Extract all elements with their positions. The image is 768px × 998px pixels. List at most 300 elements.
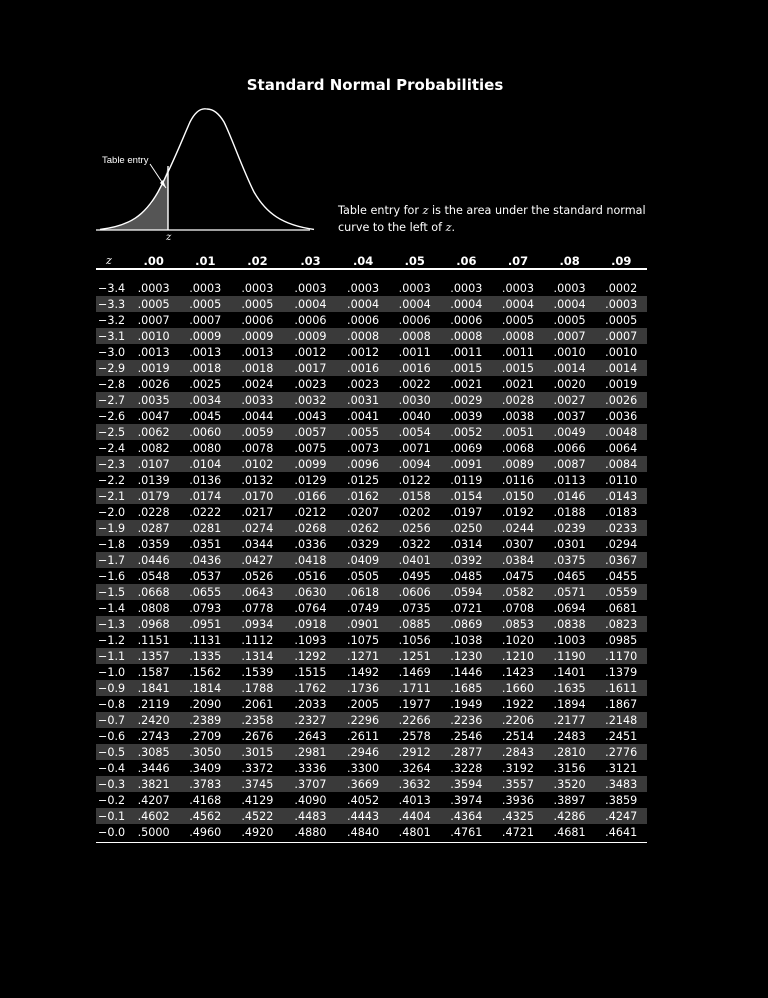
probability-cell: .0174 xyxy=(189,489,222,503)
table-row xyxy=(96,328,647,344)
probability-cell: .0051 xyxy=(501,425,534,439)
probability-cell: .0019 xyxy=(605,377,638,391)
probability-cell: .3974 xyxy=(450,793,483,807)
probability-cell: .0025 xyxy=(189,377,222,391)
probability-cell: .0003 xyxy=(553,281,586,295)
probability-cell: .2119 xyxy=(137,697,170,711)
column-header: .02 xyxy=(247,253,268,268)
probability-cell: .0113 xyxy=(553,473,586,487)
bell-curve xyxy=(100,109,314,230)
probability-cell: .0392 xyxy=(450,553,483,567)
probability-cell: .0006 xyxy=(398,313,431,327)
probability-cell: .0630 xyxy=(294,585,327,599)
probability-cell: .1131 xyxy=(189,633,222,647)
probability-cell: .0823 xyxy=(605,617,638,631)
probability-cell: .0078 xyxy=(241,441,274,455)
probability-cell: .1515 xyxy=(294,665,327,679)
probability-cell: .1539 xyxy=(241,665,274,679)
probability-cell: .0918 xyxy=(294,617,327,631)
probability-cell: .0985 xyxy=(605,633,638,647)
probability-cell: .4443 xyxy=(347,809,380,823)
probability-table xyxy=(96,253,647,843)
table-row xyxy=(96,456,647,472)
probability-cell: .1423 xyxy=(501,665,534,679)
table-row xyxy=(96,488,647,504)
probability-cell: .0043 xyxy=(294,409,327,423)
probability-cell: .0281 xyxy=(189,521,222,535)
z-column-header: z xyxy=(106,254,112,267)
probability-cell: .3936 xyxy=(501,793,534,807)
probability-cell: .0006 xyxy=(294,313,327,327)
probability-cell: .4562 xyxy=(189,809,222,823)
column-header: .05 xyxy=(404,253,425,268)
probability-cell: .0011 xyxy=(450,345,483,359)
probability-cell: .0179 xyxy=(137,489,170,503)
column-header: .00 xyxy=(143,253,164,268)
probability-cell: .4602 xyxy=(137,809,170,823)
probability-cell: .0055 xyxy=(347,425,380,439)
probability-cell: .0004 xyxy=(398,297,431,311)
probability-cell: .3707 xyxy=(294,777,327,791)
table-row xyxy=(96,552,647,568)
probability-cell: .2981 xyxy=(294,745,327,759)
probability-cell: .0681 xyxy=(605,601,638,615)
probability-cell: .4483 xyxy=(294,809,327,823)
probability-cell: .0013 xyxy=(137,345,170,359)
probability-cell: .0009 xyxy=(241,329,274,343)
probability-cell: .0082 xyxy=(137,441,170,455)
probability-cell: .0166 xyxy=(294,489,327,503)
z-axis-label: z xyxy=(166,232,172,243)
probability-cell: .0778 xyxy=(241,601,274,615)
z-value: −1.7 xyxy=(98,553,126,567)
probability-cell: .0012 xyxy=(347,345,380,359)
probability-cell: .0020 xyxy=(553,377,586,391)
probability-cell: .0244 xyxy=(501,521,534,535)
probability-cell: .0018 xyxy=(241,361,274,375)
probability-cell: .0146 xyxy=(553,489,586,503)
column-header: .06 xyxy=(456,253,477,268)
table-entry-label: Table entry xyxy=(102,155,149,166)
probability-cell: .0250 xyxy=(450,521,483,535)
probability-cell: .0037 xyxy=(553,409,586,423)
probability-cell: .2358 xyxy=(241,713,274,727)
probability-cell: .3300 xyxy=(347,761,380,775)
probability-cell: .2177 xyxy=(553,713,586,727)
probability-cell: .4286 xyxy=(553,809,586,823)
probability-cell: .0084 xyxy=(605,457,638,471)
probability-cell: .0526 xyxy=(241,569,274,583)
z-value: −0.8 xyxy=(98,697,126,711)
probability-cell: .3483 xyxy=(605,777,638,791)
z-value: −1.1 xyxy=(98,649,126,663)
probability-cell: .1562 xyxy=(189,665,222,679)
probability-cell: .1210 xyxy=(501,649,534,663)
z-value: −1.3 xyxy=(98,617,126,631)
probability-cell: .0008 xyxy=(347,329,380,343)
probability-cell: .0008 xyxy=(501,329,534,343)
probability-cell: .1635 xyxy=(553,681,586,695)
table-body xyxy=(96,280,647,840)
probability-cell: .0287 xyxy=(137,521,170,535)
probability-cell: .1056 xyxy=(398,633,431,647)
probability-cell: .0485 xyxy=(450,569,483,583)
z-value: −3.0 xyxy=(98,345,126,359)
probability-cell: .0073 xyxy=(347,441,380,455)
probability-cell: .3594 xyxy=(450,777,483,791)
probability-cell: .0010 xyxy=(553,345,586,359)
probability-cell: .1075 xyxy=(347,633,380,647)
probability-cell: .0694 xyxy=(553,601,586,615)
table-row xyxy=(96,696,647,712)
z-value: −2.1 xyxy=(98,489,126,503)
probability-cell: .0008 xyxy=(398,329,431,343)
probability-cell: .5000 xyxy=(137,825,170,839)
probability-cell: .3228 xyxy=(450,761,483,775)
probability-cell: .2061 xyxy=(241,697,274,711)
probability-cell: .1762 xyxy=(294,681,327,695)
probability-cell: .0475 xyxy=(501,569,534,583)
table-row xyxy=(96,376,647,392)
table-row xyxy=(96,808,647,824)
probability-cell: .0099 xyxy=(294,457,327,471)
probability-cell: .0014 xyxy=(605,361,638,375)
probability-cell: .1660 xyxy=(501,681,534,695)
table-row xyxy=(96,744,647,760)
probability-cell: .0901 xyxy=(347,617,380,631)
probability-cell: .0031 xyxy=(347,393,380,407)
probability-cell: .0162 xyxy=(347,489,380,503)
probability-cell: .4801 xyxy=(398,825,431,839)
probability-cell: .3156 xyxy=(553,761,586,775)
probability-cell: .3264 xyxy=(398,761,431,775)
probability-cell: .3897 xyxy=(553,793,586,807)
probability-cell: .0003 xyxy=(501,281,534,295)
probability-cell: .0351 xyxy=(189,537,222,551)
probability-cell: .1151 xyxy=(137,633,170,647)
column-header: .03 xyxy=(300,253,321,268)
z-value: −0.1 xyxy=(98,809,126,823)
table-row xyxy=(96,680,647,696)
probability-cell: .0007 xyxy=(553,329,586,343)
probability-cell: .0094 xyxy=(398,457,431,471)
table-row xyxy=(96,584,647,600)
probability-cell: .0262 xyxy=(347,521,380,535)
column-header: .09 xyxy=(611,253,632,268)
probability-cell: .2266 xyxy=(398,713,431,727)
probability-cell: .0314 xyxy=(450,537,483,551)
probability-cell: .0054 xyxy=(398,425,431,439)
z-value: −3.4 xyxy=(98,281,126,295)
table-row xyxy=(96,312,647,328)
table-row xyxy=(96,408,647,424)
probability-cell: .0004 xyxy=(553,297,586,311)
probability-cell: .0044 xyxy=(241,409,274,423)
probability-cell: .1357 xyxy=(137,649,170,663)
probability-cell: .0548 xyxy=(137,569,170,583)
probability-cell: .0041 xyxy=(347,409,380,423)
column-header: .08 xyxy=(559,253,580,268)
z-value: −2.7 xyxy=(98,393,126,407)
probability-cell: .2296 xyxy=(347,713,380,727)
probability-cell: .1867 xyxy=(605,697,638,711)
probability-cell: .4960 xyxy=(189,825,222,839)
probability-cell: .0409 xyxy=(347,553,380,567)
probability-cell: .0004 xyxy=(347,297,380,311)
probability-cell: .0026 xyxy=(137,377,170,391)
probability-cell: .2877 xyxy=(450,745,483,759)
probability-cell: .0721 xyxy=(450,601,483,615)
probability-cell: .0089 xyxy=(501,457,534,471)
probability-cell: .0023 xyxy=(294,377,327,391)
probability-cell: .0228 xyxy=(137,505,170,519)
probability-cell: .3632 xyxy=(398,777,431,791)
table-row xyxy=(96,616,647,632)
z-value: −0.6 xyxy=(98,729,126,743)
probability-cell: .2743 xyxy=(137,729,170,743)
probability-cell: .0322 xyxy=(398,537,431,551)
z-value: −3.3 xyxy=(98,297,126,311)
note-part-2: is the area under the standard normal curve to the left of xyxy=(338,204,646,234)
note-z-2: z xyxy=(445,221,452,234)
z-value: −1.4 xyxy=(98,601,126,615)
z-value: −2.2 xyxy=(98,473,126,487)
probability-cell: .0329 xyxy=(347,537,380,551)
probability-cell: .1922 xyxy=(501,697,534,711)
z-value: −0.0 xyxy=(98,825,126,839)
probability-cell: .1379 xyxy=(605,665,638,679)
z-value: −2.3 xyxy=(98,457,126,471)
probability-cell: .0192 xyxy=(501,505,534,519)
probability-cell: .0011 xyxy=(398,345,431,359)
probability-cell: .0029 xyxy=(450,393,483,407)
probability-cell: .0375 xyxy=(553,553,586,567)
table-row xyxy=(96,280,647,296)
probability-cell: .0009 xyxy=(294,329,327,343)
probability-cell: .0301 xyxy=(553,537,586,551)
probability-cell: .0013 xyxy=(241,345,274,359)
probability-cell: .4880 xyxy=(294,825,327,839)
table-row xyxy=(96,760,647,776)
probability-cell: .0853 xyxy=(501,617,534,631)
probability-cell: .0359 xyxy=(137,537,170,551)
probability-cell: .3192 xyxy=(501,761,534,775)
probability-cell: .0256 xyxy=(398,521,431,535)
probability-cell: .0217 xyxy=(241,505,274,519)
probability-cell: .0066 xyxy=(553,441,586,455)
probability-cell: .0014 xyxy=(553,361,586,375)
probability-cell: .1190 xyxy=(553,649,586,663)
probability-cell: .0239 xyxy=(553,521,586,535)
probability-cell: .2090 xyxy=(189,697,222,711)
probability-cell: .0143 xyxy=(605,489,638,503)
probability-cell: .0032 xyxy=(294,393,327,407)
z-value: −0.3 xyxy=(98,777,126,791)
probability-cell: .0012 xyxy=(294,345,327,359)
table-row xyxy=(96,568,647,584)
probability-cell: .0039 xyxy=(450,409,483,423)
z-value: −2.4 xyxy=(98,441,126,455)
table-row xyxy=(96,632,647,648)
probability-cell: .0606 xyxy=(398,585,431,599)
table-row xyxy=(96,824,647,840)
probability-cell: .2611 xyxy=(347,729,380,743)
probability-cell: .0033 xyxy=(241,393,274,407)
probability-cell: .0005 xyxy=(553,313,586,327)
probability-cell: .0233 xyxy=(605,521,638,535)
probability-cell: .4247 xyxy=(605,809,638,823)
probability-cell: .3121 xyxy=(605,761,638,775)
probability-cell: .0027 xyxy=(553,393,586,407)
probability-cell: .0102 xyxy=(241,457,274,471)
probability-cell: .2676 xyxy=(241,729,274,743)
probability-cell: .0005 xyxy=(605,313,638,327)
z-value: −1.5 xyxy=(98,585,126,599)
probability-cell: .0401 xyxy=(398,553,431,567)
probability-cell: .0136 xyxy=(189,473,222,487)
probability-cell: .1469 xyxy=(398,665,431,679)
table-row xyxy=(96,536,647,552)
probability-cell: .0015 xyxy=(501,361,534,375)
probability-cell: .1814 xyxy=(189,681,222,695)
probability-cell: .0045 xyxy=(189,409,222,423)
page-title: Standard Normal Probabilities xyxy=(246,76,504,94)
probability-cell: .0018 xyxy=(189,361,222,375)
probability-cell: .0934 xyxy=(241,617,274,631)
probability-cell: .4168 xyxy=(189,793,222,807)
probability-cell: .3669 xyxy=(347,777,380,791)
probability-cell: .0048 xyxy=(605,425,638,439)
note-part-3: . xyxy=(451,221,456,234)
z-value: −1.9 xyxy=(98,521,126,535)
z-value: −0.4 xyxy=(98,761,126,775)
probability-cell: .0294 xyxy=(605,537,638,551)
column-header: .01 xyxy=(195,253,216,268)
z-value: −2.9 xyxy=(98,361,126,375)
probability-cell: .4207 xyxy=(137,793,170,807)
table-row xyxy=(96,344,647,360)
probability-cell: .4052 xyxy=(347,793,380,807)
probability-cell: .0007 xyxy=(189,313,222,327)
probability-cell: .0582 xyxy=(501,585,534,599)
probability-cell: .3409 xyxy=(189,761,222,775)
probability-cell: .4325 xyxy=(501,809,534,823)
probability-cell: .0132 xyxy=(241,473,274,487)
probability-cell: .0869 xyxy=(450,617,483,631)
probability-cell: .0087 xyxy=(553,457,586,471)
probability-cell: .1314 xyxy=(241,649,274,663)
probability-cell: .0006 xyxy=(450,313,483,327)
probability-cell: .4090 xyxy=(294,793,327,807)
table-row xyxy=(96,472,647,488)
probability-cell: .0125 xyxy=(347,473,380,487)
probability-cell: .3336 xyxy=(294,761,327,775)
probability-cell: .0035 xyxy=(137,393,170,407)
probability-cell: .0057 xyxy=(294,425,327,439)
probability-cell: .0016 xyxy=(347,361,380,375)
curve-graphic xyxy=(96,109,314,230)
probability-cell: .0002 xyxy=(605,281,638,295)
table-row xyxy=(96,424,647,440)
probability-cell: .3520 xyxy=(553,777,586,791)
probability-cell: .2578 xyxy=(398,729,431,743)
probability-cell: .2483 xyxy=(553,729,586,743)
probability-cell: .2033 xyxy=(294,697,327,711)
probability-cell: .0119 xyxy=(450,473,483,487)
probability-cell: .0384 xyxy=(501,553,534,567)
probability-cell: .2643 xyxy=(294,729,327,743)
probability-cell: .0222 xyxy=(189,505,222,519)
probability-cell: .0022 xyxy=(398,377,431,391)
probability-cell: .0968 xyxy=(137,617,170,631)
probability-cell: .0017 xyxy=(294,361,327,375)
probability-cell: .0096 xyxy=(347,457,380,471)
column-header: .07 xyxy=(507,253,529,268)
probability-cell: .0004 xyxy=(501,297,534,311)
probability-cell: .0516 xyxy=(294,569,327,583)
probability-cell: .0104 xyxy=(189,457,222,471)
probability-cell: .2451 xyxy=(605,729,638,743)
probability-cell: .2546 xyxy=(450,729,483,743)
probability-cell: .2236 xyxy=(450,713,483,727)
probability-cell: .0013 xyxy=(189,345,222,359)
probability-cell: .0197 xyxy=(450,505,483,519)
probability-cell: .0951 xyxy=(189,617,222,631)
table-row xyxy=(96,296,647,312)
probability-cell: .2389 xyxy=(189,713,222,727)
table-row xyxy=(96,776,647,792)
probability-cell: .0015 xyxy=(450,361,483,375)
probability-cell: .1170 xyxy=(605,649,638,663)
probability-cell: .0708 xyxy=(501,601,534,615)
probability-cell: .0021 xyxy=(501,377,534,391)
probability-cell: .4129 xyxy=(241,793,274,807)
probability-cell: .0003 xyxy=(189,281,222,295)
probability-cell: .0091 xyxy=(450,457,483,471)
column-header: .04 xyxy=(352,253,374,268)
probability-cell: .4404 xyxy=(398,809,431,823)
z-value: −2.6 xyxy=(98,409,126,423)
probability-cell: .1251 xyxy=(398,649,431,663)
probability-cell: .1446 xyxy=(450,665,483,679)
probability-cell: .0047 xyxy=(137,409,170,423)
probability-cell: .0116 xyxy=(501,473,534,487)
probability-cell: .0003 xyxy=(137,281,170,295)
probability-cell: .3050 xyxy=(189,745,222,759)
probability-cell: .0307 xyxy=(501,537,534,551)
probability-cell: .3783 xyxy=(189,777,222,791)
probability-cell: .0344 xyxy=(241,537,274,551)
note-part-1: Table entry for xyxy=(338,204,423,217)
probability-cell: .0618 xyxy=(347,585,380,599)
z-value: −1.8 xyxy=(98,537,126,551)
probability-cell: .0150 xyxy=(501,489,534,503)
probability-cell: .2912 xyxy=(398,745,431,759)
probability-cell: .0202 xyxy=(398,505,431,519)
probability-cell: .4013 xyxy=(398,793,431,807)
probability-cell: .1685 xyxy=(450,681,483,695)
table-row xyxy=(96,440,647,456)
probability-cell: .0060 xyxy=(189,425,222,439)
probability-cell: .0735 xyxy=(398,601,431,615)
probability-cell: .1736 xyxy=(347,681,380,695)
probability-cell: .0038 xyxy=(501,409,534,423)
probability-cell: .0005 xyxy=(241,297,274,311)
table-row xyxy=(96,648,647,664)
probability-cell: .0455 xyxy=(605,569,638,583)
probability-cell: .1611 xyxy=(605,681,638,695)
table-row xyxy=(96,392,647,408)
